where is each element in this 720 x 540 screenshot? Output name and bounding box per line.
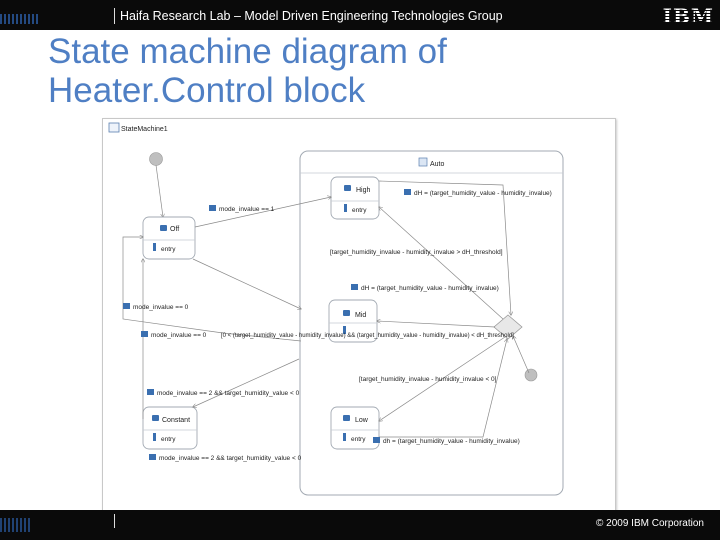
guard-to-off-2: mode_invalue == 0	[151, 332, 207, 339]
entry-icon	[153, 243, 156, 251]
state-high-label: High	[356, 187, 371, 194]
effect-high: dH = (target_humidity_value - humidity_invalue)	[414, 190, 552, 197]
footer-divider	[114, 514, 115, 528]
guard-high-condition: [target_humidity_invalue - humidity_invalue > dH_threshold]	[330, 249, 503, 256]
transition-icon	[209, 205, 216, 211]
guard-to-off-1: mode_invalue == 0	[133, 304, 189, 311]
state-high-entry: entry	[352, 207, 367, 214]
state-machine-diagram	[103, 119, 615, 513]
transition-icon	[404, 189, 411, 195]
copyright-text: © 2009 IBM Corporation	[596, 518, 704, 529]
state-constant[interactable]	[143, 407, 197, 449]
transition-icon	[351, 284, 358, 290]
state-mid-label: Mid	[355, 312, 367, 319]
diagram-screenshot	[102, 118, 616, 514]
entry-icon	[344, 204, 347, 212]
slide-title	[48, 32, 608, 110]
state-off[interactable]	[143, 217, 195, 259]
guard-to-constant-1: mode_invalue == 2 && target_humidity_value < 0	[157, 390, 300, 397]
state-icon	[344, 185, 351, 191]
state-icon	[152, 415, 159, 421]
transition-icon	[141, 331, 148, 337]
state-low[interactable]	[331, 407, 379, 449]
transition-icon	[147, 389, 154, 395]
header-bar	[0, 0, 720, 30]
slide-title-line1: State machine diagram of	[48, 32, 447, 71]
transition-off-to-auto-2	[193, 259, 301, 309]
frame-icon	[109, 123, 119, 132]
state-auto-label: Auto	[430, 161, 445, 168]
initial-node[interactable]	[150, 153, 163, 166]
footer-bar	[0, 510, 720, 540]
footer-decoration	[0, 518, 30, 532]
state-constant-label: Constant	[162, 417, 191, 424]
state-icon	[160, 225, 167, 231]
entry-icon	[153, 433, 156, 441]
state-off-entry: entry	[161, 246, 176, 253]
state-icon	[343, 310, 350, 316]
composite-state-icon	[419, 158, 427, 166]
transition-icon	[123, 303, 130, 309]
frame-label: StateMachine1	[121, 126, 168, 133]
effect-mid: dH = (target_humidity_value - humidity_invalue)	[361, 285, 499, 292]
effect-low: dh = (target_humidity_value - humidity_invalue)	[383, 438, 520, 445]
state-high[interactable]	[331, 177, 379, 219]
ibm-logo: IBM	[662, 4, 714, 28]
guard-to-constant-2: mode_invalue == 2 && target_humidity_value < 0	[159, 455, 302, 462]
state-low-entry: entry	[351, 436, 366, 443]
state-constant-entry: entry	[161, 436, 176, 443]
state-icon	[343, 415, 350, 421]
header-decoration	[0, 14, 40, 24]
frame-tab	[109, 123, 168, 133]
transition-auto-to-constant	[193, 359, 299, 407]
state-off-label: Off	[170, 226, 180, 233]
state-low-label: Low	[355, 417, 368, 424]
inner-initial-node[interactable]	[525, 369, 537, 381]
guard-mid-condition: [0 < (target_humidity_value - humidity_invalue) && (target_humidity_value - humidity_invalue) < dH_threshold]	[221, 333, 514, 339]
transition-icon	[149, 454, 156, 460]
guard-low-condition: [target_humidity_invalue - humidity_invalue < 0]	[359, 376, 497, 383]
organization-name: Haifa Research Lab – Model Driven Engineering Technologies Group	[120, 9, 503, 23]
initial-transition	[156, 165, 163, 217]
entry-icon	[343, 433, 346, 441]
guard-off-to-high: mode_invalue == 1	[219, 206, 275, 213]
header-divider	[114, 8, 115, 24]
transition-icon	[373, 437, 380, 443]
slide-title-line2: Heater.Control block	[48, 71, 366, 110]
